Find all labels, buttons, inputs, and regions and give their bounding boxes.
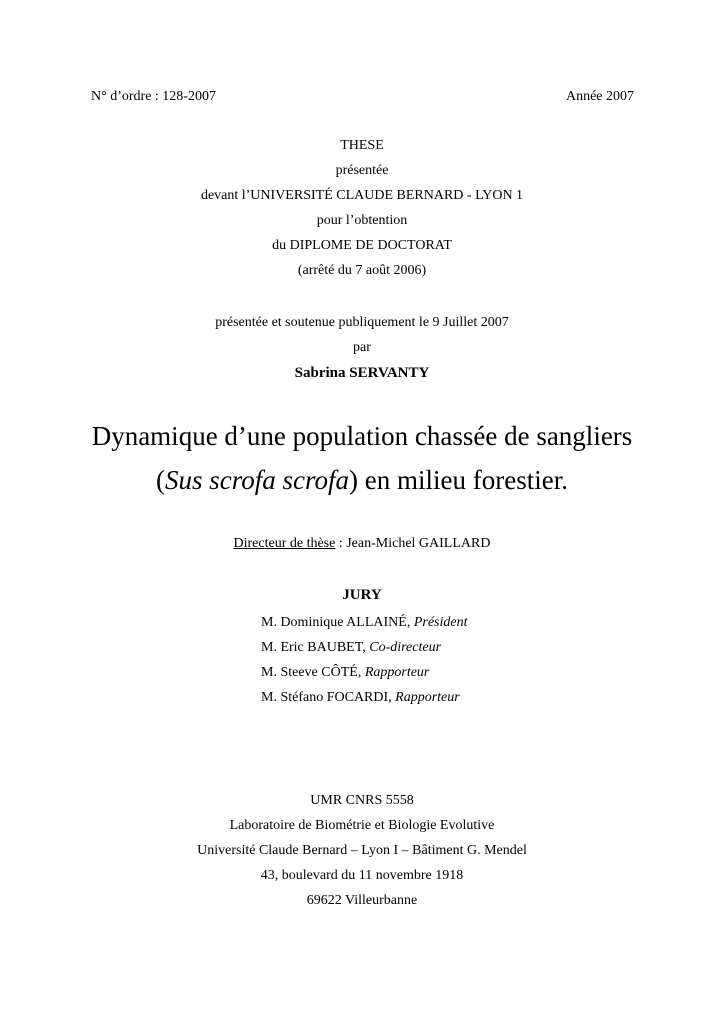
jury-member-name: M. Eric BAUBET, <box>261 640 370 655</box>
jury-heading: JURY <box>342 587 382 603</box>
lab-building: Université Claude Bernard – Lyon I – Bâtiment G. Mendel <box>197 843 527 858</box>
director-separator: : <box>335 536 347 551</box>
jury-member-name: M. Stéfano FOCARDI, <box>261 690 396 705</box>
thesis-label: THESE <box>340 138 384 153</box>
order-number: N° d’ordre : 128-2007 <box>91 89 216 104</box>
director-name: Jean-Michel GAILLARD <box>346 536 491 551</box>
decree-line: (arrêté du 7 août 2006) <box>297 263 427 278</box>
director-line <box>0 535 724 552</box>
jury-member-role: Rapporteur <box>395 690 460 705</box>
author-name: Sabrina SERVANTY <box>294 365 430 381</box>
jury-member <box>261 664 429 681</box>
jury-member-role: Co-directeur <box>369 640 442 655</box>
jury-member-role: Rapporteur <box>364 665 430 680</box>
jury-member-role: Président <box>413 615 468 630</box>
jury-member <box>261 639 441 656</box>
lab-name: Laboratoire de Biométrie et Biologie Evolutive <box>229 818 495 833</box>
par-line: par <box>353 340 371 355</box>
title-open-paren: ( <box>156 465 166 495</box>
university-line: devant l’UNIVERSITÉ CLAUDE BERNARD - LYON 1 <box>200 188 524 203</box>
year: Année 2007 <box>565 89 634 104</box>
lab-city: 69622 Villeurbanne <box>306 893 418 908</box>
director-label: Directeur de thèse <box>233 536 336 551</box>
jury-member <box>261 689 460 706</box>
jury-member-name: M. Steeve CÔTÉ, <box>261 665 365 680</box>
thesis-title-line1: Dynamique d’une population chassée de sangliers <box>91 421 633 451</box>
jury-member-name: M. Dominique ALLAINÉ, <box>261 615 414 630</box>
diploma-line: du DIPLOME DE DOCTORAT <box>272 238 452 253</box>
lab-umr: UMR CNRS 5558 <box>310 793 414 808</box>
jury-member <box>261 614 467 631</box>
species-name: Sus scrofa scrofa <box>165 465 350 495</box>
presented-label: présentée <box>335 163 389 178</box>
defense-line: présentée et soutenue publiquement le 9 Juillet 2007 <box>215 315 509 330</box>
thesis-title-line2 <box>0 464 724 496</box>
title-rest: ) en milieu forestier. <box>349 465 568 495</box>
obtention-line: pour l’obtention <box>316 213 408 228</box>
lab-street: 43, boulevard du 11 novembre 1918 <box>260 868 464 883</box>
